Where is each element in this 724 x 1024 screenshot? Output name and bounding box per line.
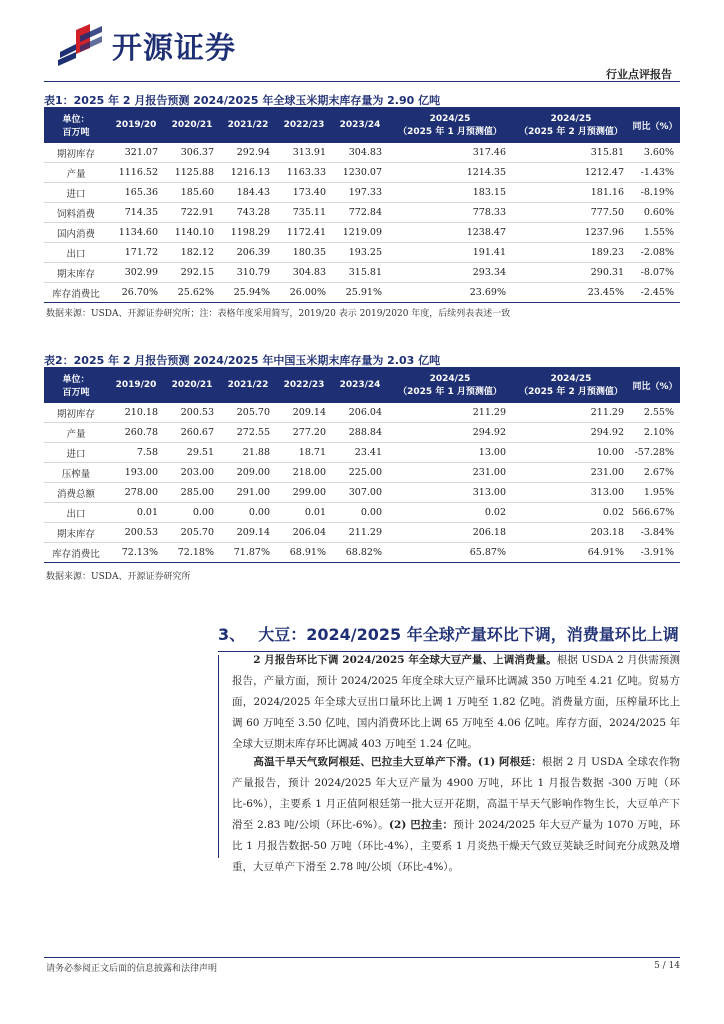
unit-line-2: 百万吨 [62,388,90,398]
cell: 21.88 [220,443,276,463]
cell: 185.60 [164,183,220,203]
cell: 18.71 [276,443,332,463]
cell: 211.29 [388,403,512,423]
unit-line-2: 百万吨 [62,128,90,138]
table1-yoy-header: 同比（%） [630,107,680,143]
cell: 209.00 [220,463,276,483]
footer-disclaimer: 请务必参阅正文后面的信息披露和法律声明 [46,964,218,974]
table-row [44,283,680,303]
paragraph-1 [232,650,680,755]
cell: 3.60% [630,143,680,163]
feb-header-line-2: （2025 年 2 月预测值） [519,386,623,397]
cell: 71.87% [220,543,276,563]
table2-china-corn [44,367,680,563]
cell: 206.39 [220,243,276,263]
cell: 171.72 [108,243,164,263]
row-label: 期末库存 [44,263,108,283]
cell: 7.58 [108,443,164,463]
feb-header-line-1: 2024/25 [550,113,592,124]
table-row [44,423,680,443]
cell: 1238.47 [388,223,512,243]
cell: 1172.41 [276,223,332,243]
cell: 1163.33 [276,163,332,183]
footer-divider [44,957,680,958]
cell: 1134.60 [108,223,164,243]
cell: 197.33 [332,183,388,203]
table1-header-row [44,107,680,143]
table1-year-header: 2019/20 [108,107,164,143]
row-label: 进口 [44,443,108,463]
cell: 772.84 [332,203,388,223]
cell: 206.04 [276,523,332,543]
cell: 211.29 [512,403,630,423]
cell: 231.00 [388,463,512,483]
table2-feb-forecast-header [512,367,630,403]
cell: 25.91% [332,283,388,303]
cell: 193.25 [332,243,388,263]
cell: 304.83 [276,263,332,283]
section-number: 3、 [218,625,246,644]
cell: 294.92 [388,423,512,443]
cell: -8.07% [630,263,680,283]
cell: 1219.09 [332,223,388,243]
cell: 225.00 [332,463,388,483]
cell: 209.14 [220,523,276,543]
cell: 566.67% [630,503,680,523]
cell: 778.33 [388,203,512,223]
logo-mark-icon [54,22,106,68]
cell: -3.91% [630,543,680,563]
cell: 0.02 [388,503,512,523]
table-row [44,183,680,203]
paragraph-2-body-2: 预计 2024/2025 年大豆产量为 1070 万吨，环比 1 月报告数据-50 万吨（环比-4%），主要系 1 月炎热干燥天气致豆荚缺乏时间充分成熟及增重，大豆单产下滑至 2.78 吨/公顷（环比-4%）。 [232,819,680,873]
row-label: 产量 [44,163,108,183]
table2-source-note: 数据来源：USDA、开源证券研究所 [46,572,191,582]
cell: 321.07 [108,143,164,163]
cell: 290.31 [512,263,630,283]
page-number: 5 / 14 [654,961,680,971]
cell: 203.18 [512,523,630,543]
row-label: 期初库存 [44,403,108,423]
company-logo [54,20,236,70]
table2-caption: 表2：2025 年 2 月报告预测 2024/2025 年中国玉米期末库存量为 2.03 亿吨 [44,354,441,367]
cell: 2.55% [630,403,680,423]
table-row [44,483,680,503]
cell: 25.94% [220,283,276,303]
table1-year-header: 2023/24 [332,107,388,143]
cell: 317.46 [388,143,512,163]
row-label: 产量 [44,423,108,443]
row-label: 库存消费比 [44,543,108,563]
cell: 291.00 [220,483,276,503]
cell: 260.78 [108,423,164,443]
cell: -3.84% [630,523,680,543]
cell: 0.60% [630,203,680,223]
cell: 292.94 [220,143,276,163]
table-row [44,523,680,543]
cell: 26.70% [108,283,164,303]
feb-header-line-2: （2025 年 2 月预测值） [519,126,623,137]
cell: 191.41 [388,243,512,263]
cell: 293.34 [388,263,512,283]
logo-text: 开源证券 [112,31,236,66]
table2-year-header: 2023/24 [332,367,388,403]
cell: 211.29 [332,523,388,543]
section-side-rule [218,655,219,858]
cell: 72.13% [108,543,164,563]
cell: 0.01 [276,503,332,523]
cell: 2.10% [630,423,680,443]
cell: 299.00 [276,483,332,503]
row-label: 出口 [44,243,108,263]
table2-header-row [44,367,680,403]
cell: 1.55% [630,223,680,243]
cell: 183.15 [388,183,512,203]
cell: -2.08% [630,243,680,263]
table1-source-note: 数据来源：USDA、开源证券研究所；注：表格年度采用简写，2019/20 表示 2019/2020 年度，后续列表表述一致 [46,309,511,319]
row-label: 饲料消费 [44,203,108,223]
cell: 1237.96 [512,223,630,243]
cell: 735.11 [276,203,332,223]
report-type-label: 行业点评报告 [606,68,672,81]
paragraph-2-lead: 高温干旱天气致阿根廷、巴拉圭大豆单产下滑。(1) 阿根廷： [253,756,542,768]
cell: 182.12 [164,243,220,263]
cell: 2.67% [630,463,680,483]
cell: 288.84 [332,423,388,443]
cell: 206.04 [332,403,388,423]
cell: 302.99 [108,263,164,283]
cell: 13.00 [388,443,512,463]
cell: 165.36 [108,183,164,203]
cell: 193.00 [108,463,164,483]
table1-jan-forecast-header [388,107,512,143]
cell: 23.41 [332,443,388,463]
cell: 306.37 [164,143,220,163]
cell: 25.62% [164,283,220,303]
cell: 72.18% [164,543,220,563]
cell: 203.00 [164,463,220,483]
row-label: 期末库存 [44,523,108,543]
cell: 714.35 [108,203,164,223]
cell: 26.00% [276,283,332,303]
table-row [44,143,680,163]
cell: 1216.13 [220,163,276,183]
cell: 1214.35 [388,163,512,183]
cell: 209.14 [276,403,332,423]
table2-year-header: 2021/22 [220,367,276,403]
jan-header-line-2: （2025 年 1 月预测值） [398,126,502,137]
cell: 304.83 [332,143,388,163]
section-title: 大豆：2024/2025 年全球产量环比下调，消费量环比上调 [258,625,679,644]
header-divider [44,81,680,82]
cell: 307.00 [332,483,388,503]
cell: 315.81 [512,143,630,163]
cell: 29.51 [164,443,220,463]
cell: 10.00 [512,443,630,463]
table-row [44,463,680,483]
table1-year-header: 2021/22 [220,107,276,143]
cell: 285.00 [164,483,220,503]
table1-year-header: 2022/23 [276,107,332,143]
section-heading [218,622,680,652]
cell: 278.00 [108,483,164,503]
cell: -8.19% [630,183,680,203]
table-row [44,163,680,183]
table1-feb-forecast-header [512,107,630,143]
table1-global-corn [44,107,680,303]
cell: 1125.88 [164,163,220,183]
cell: 313.00 [388,483,512,503]
cell: 64.91% [512,543,630,563]
cell: 0.01 [108,503,164,523]
unit-line-1: 单位： [62,375,90,385]
cell: 180.35 [276,243,332,263]
paragraph-2-body-1: 根据 2 月 USDA 全球农作物产量报告，预计 2024/2025 年大豆产量为 4900 万吨，环比 1 月报告数据 -300 万吨（环比-6%），主要系 1 月正值阿根廷第一批大豆开花期，高温干旱天气影响作物生长，大豆单产下滑至 2.83 吨/公顷（环比-6%）。 [232,756,681,831]
row-label: 国内消费 [44,223,108,243]
cell: 743.28 [220,203,276,223]
cell: -2.45% [630,283,680,303]
cell: 722.91 [164,203,220,223]
cell: 1198.29 [220,223,276,243]
cell: 205.70 [220,403,276,423]
table2-yoy-header: 同比（%） [630,367,680,403]
row-label: 库存消费比 [44,283,108,303]
cell: 0.00 [332,503,388,523]
cell: 23.69% [388,283,512,303]
jan-header-line-1: 2024/25 [429,113,471,124]
paragraph-1-lead: 2 月报告环比下调 2024/2025 年全球大豆产量、上调消费量。 [253,654,557,666]
cell: 260.67 [164,423,220,443]
cell: 1230.07 [332,163,388,183]
table2-year-header: 2020/21 [164,367,220,403]
cell: 218.00 [276,463,332,483]
cell: 184.43 [220,183,276,203]
cell: 277.20 [276,423,332,443]
paragraph-2-lead-2: (2) 巴拉圭： [389,819,454,831]
table-row [44,263,680,283]
cell: 0.00 [220,503,276,523]
table-row [44,243,680,263]
cell: 181.16 [512,183,630,203]
table1-year-header: 2020/21 [164,107,220,143]
cell: 310.79 [220,263,276,283]
table-row [44,443,680,463]
jan-header-line-1: 2024/25 [429,373,471,384]
table-row [44,203,680,223]
table-row [44,223,680,243]
cell: 313.91 [276,143,332,163]
cell: 313.00 [512,483,630,503]
row-label: 消费总额 [44,483,108,503]
row-label: 压榨量 [44,463,108,483]
table1-unit-header [44,107,108,143]
cell: 292.15 [164,263,220,283]
unit-line-1: 单位： [62,115,90,125]
table2-jan-forecast-header [388,367,512,403]
cell: 200.53 [164,403,220,423]
cell: 315.81 [332,263,388,283]
feb-header-line-1: 2024/25 [550,373,592,384]
cell: 68.91% [276,543,332,563]
table1-caption: 表1：2025 年 2 月报告预测 2024/2025 年全球玉米期末库存量为 2.90 亿吨 [44,94,441,107]
cell: 1212.47 [512,163,630,183]
cell: 231.00 [512,463,630,483]
row-label: 进口 [44,183,108,203]
table2-year-header: 2022/23 [276,367,332,403]
cell: 0.00 [164,503,220,523]
cell: -57.28% [630,443,680,463]
cell: 189.23 [512,243,630,263]
row-label: 期初库存 [44,143,108,163]
table-row [44,403,680,423]
cell: 173.40 [276,183,332,203]
cell: 210.18 [108,403,164,423]
table-row [44,503,680,523]
row-label: 出口 [44,503,108,523]
table2-unit-header [44,367,108,403]
cell: 65.87% [388,543,512,563]
cell: -1.43% [630,163,680,183]
cell: 777.50 [512,203,630,223]
paragraph-1-body: 根据 USDA 2 月供需预测报告，产量方面，预计 2024/2025 年度全球大豆产量环比调减 350 万吨至 4.21 亿吨。贸易方面，2024/2025 年全球大豆出口量环比上调 1 万吨至 1.82 亿吨。消费量方面，压榨量环比上调 60 万吨至 3.50 亿吨，国内消费环比上调 65 万吨至 4.06 亿吨。库存方面，2024/2025 年全球大豆期末库存环比调减 403 万吨至 1.24 亿吨。 [232,654,680,750]
cell: 294.92 [512,423,630,443]
cell: 1140.10 [164,223,220,243]
cell: 0.02 [512,503,630,523]
cell: 68.82% [332,543,388,563]
cell: 1.95% [630,483,680,503]
table2-year-header: 2019/20 [108,367,164,403]
cell: 205.70 [164,523,220,543]
cell: 200.53 [108,523,164,543]
paragraph-2 [232,752,680,878]
jan-header-line-2: （2025 年 1 月预测值） [398,386,502,397]
cell: 272.55 [220,423,276,443]
table-row [44,543,680,563]
cell: 23.45% [512,283,630,303]
cell: 1116.52 [108,163,164,183]
cell: 206.18 [388,523,512,543]
